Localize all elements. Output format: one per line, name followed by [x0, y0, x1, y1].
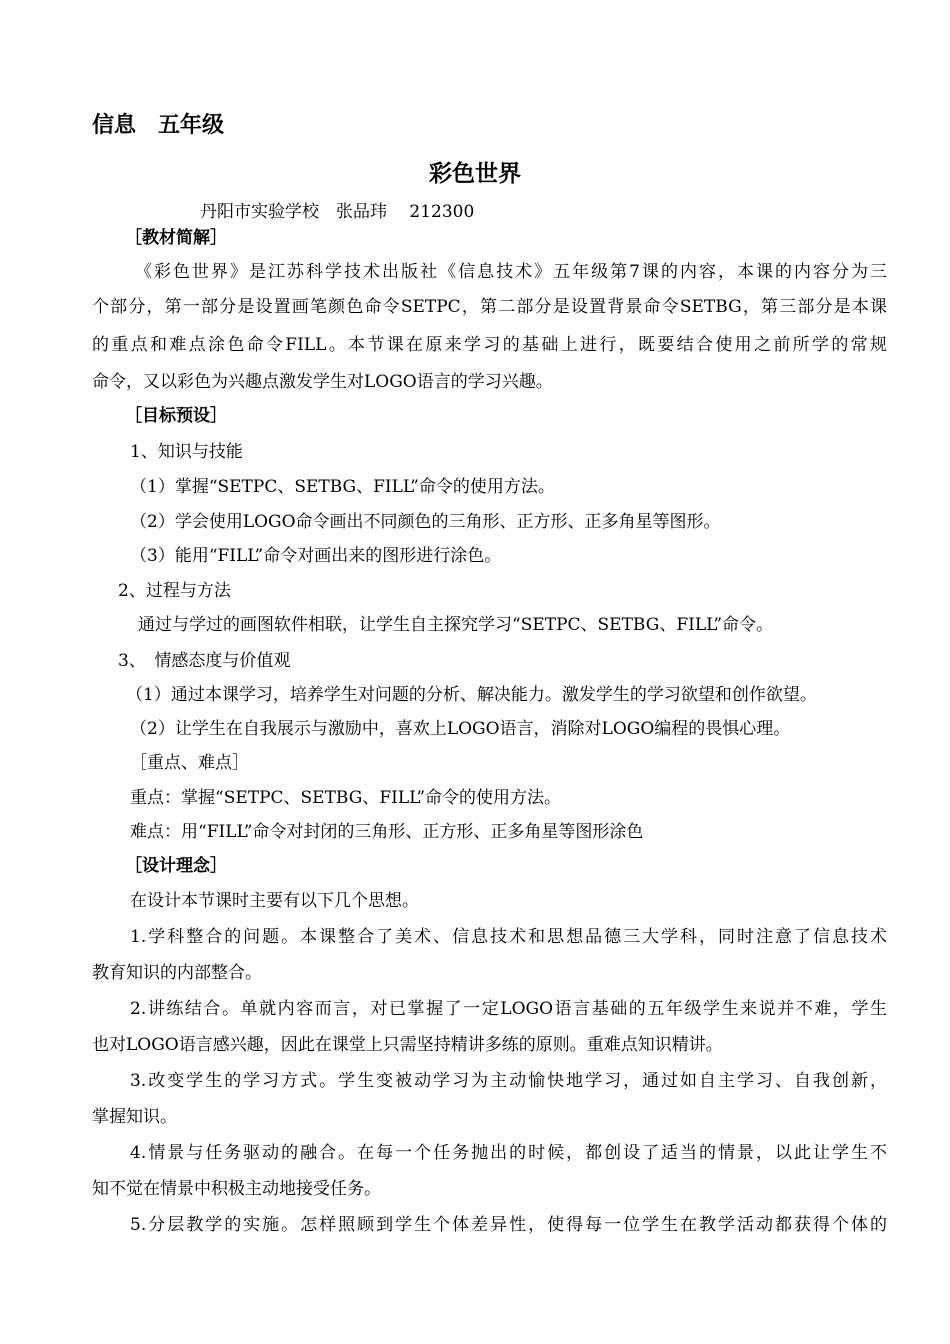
goal-item: （2）学会使用LOGO命令画出不同颜色的三角形、正方形、正多角星等图形。	[130, 512, 721, 532]
goal-heading: 3、 情感态度与价值观	[118, 651, 291, 671]
key-point: 重点：掌握“SETPC、SETBG、FILL”命令的使用方法。	[130, 788, 562, 808]
goal-heading: 1、知识与技能	[130, 442, 243, 462]
intro-line: 命令，又以彩色为兴趣点激发学生对LOGO语言的学习兴趣。	[92, 372, 553, 392]
section-heading-goals: ［目标预设］	[125, 406, 227, 426]
goal-text: 通过与学过的画图软件相联，让学生自主探究学习“SETPC、SETBG、FILL”命令。	[138, 615, 774, 635]
page-title: 彩色世界	[429, 161, 521, 187]
design-paragraph-line: 5.分层教学的实施。怎样照顾到学生个体差异性，使得每一位学生在教学活动都获得个体的	[130, 1215, 887, 1235]
goal-heading: 2、过程与方法	[118, 581, 231, 601]
intro-line: 《彩色世界》是江苏科学技术出版社《信息技术》五年级第7课的内容，本课的内容分为三	[135, 262, 887, 282]
grade-heading: 信息 五年级	[92, 113, 225, 138]
section-heading-design: ［设计理念］	[125, 856, 227, 876]
design-paragraph-line: 掌握知识。	[92, 1107, 177, 1127]
section-heading-intro: ［教材简解］	[125, 228, 227, 248]
intro-line: 的重点和难点涂色命令FILL。本节课在原来学习的基础上进行，既要结合使用之前所学的常规	[92, 335, 887, 355]
goal-item: （1）通过本课学习，培养学生对问题的分析、解决能力。激发学生的学习欲望和创作欲望。	[126, 685, 817, 705]
design-paragraph-line: 2.讲练结合。单就内容而言，对已掌握了一定LOGO语言基础的五年级学生来说并不难，学生	[130, 999, 887, 1019]
goal-item: （2）让学生在自我展示与激励中，喜欢上LOGO语言，消除对LOGO编程的畏惧心理。	[130, 719, 791, 739]
goal-item: （1）掌握“SETPC、SETBG、FILL”命令的使用方法。	[130, 477, 555, 497]
section-heading-keypoints: ［重点、难点］	[130, 753, 249, 773]
design-intro: 在设计本节课时主要有以下几个思想。	[130, 891, 419, 911]
design-paragraph-line: 1.学科整合的问题。本课整合了美术、信息技术和思想品德三大学科，同时注意了信息技术	[130, 927, 887, 947]
hard-point: 难点：用“FILL”命令对封闭的三角形、正方形、正多角星等图形涂色	[130, 822, 644, 842]
design-paragraph-line: 教育知识的内部整合。	[92, 963, 262, 983]
author-line: 丹阳市实验学校 张品玮 212300	[200, 202, 475, 222]
design-paragraph-line: 4.情景与任务驱动的融合。在每一个任务抛出的时候，都创设了适当的情景，以此让学生不	[130, 1143, 887, 1163]
goal-item: （3）能用“FILL”命令对画出来的图形进行涂色。	[130, 546, 502, 566]
intro-line: 个部分，第一部分是设置画笔颜色命令SETPC，第二部分是设置背景命令SETBG，第三部分是本课	[92, 297, 887, 317]
design-paragraph-line: 知不觉在情景中积极主动地接受任务。	[92, 1179, 381, 1199]
design-paragraph-line: 3.改变学生的学习方式。学生变被动学习为主动愉快地学习，通过如自主学习、自我创新，	[130, 1071, 887, 1091]
design-paragraph-line: 也对LOGO语言感兴趣，因此在课堂上只需坚持精讲多练的原则。重难点知识精讲。	[92, 1035, 723, 1055]
